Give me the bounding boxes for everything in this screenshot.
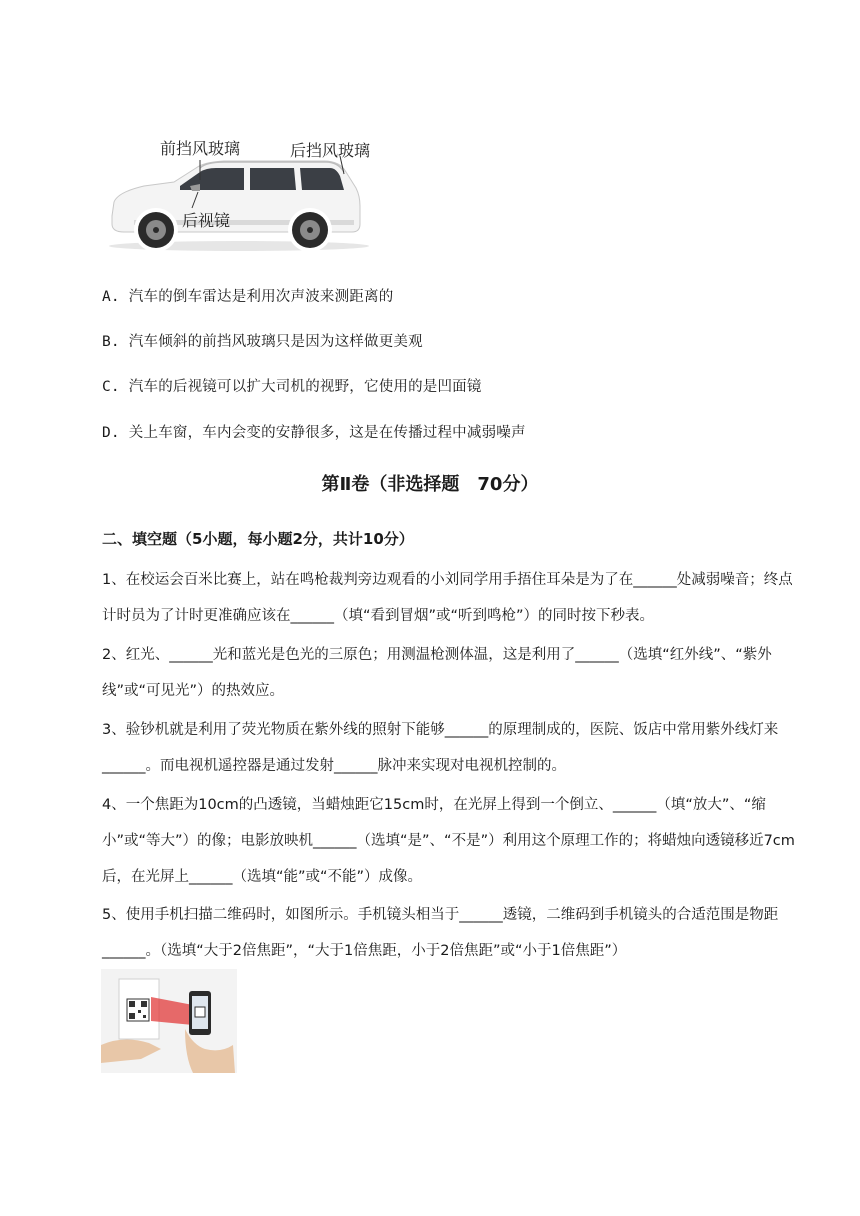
car-figure: [104, 128, 374, 253]
question-5: 5、使用手机扫描二维码时，如图所示。手机镜头相当于______透镜，二维码到手机镜头的合适范围是物距______。（选填“大于2倍焦距”，“大于1倍焦距，小于2倍焦距”或“小于1倍焦距”）: [102, 907, 779, 959]
part-title: 第Ⅱ卷（非选择题 70分）: [321, 474, 539, 495]
label-rear-windshield: 后挡风玻璃: [290, 141, 371, 160]
label-rearview-mirror: 后视镜: [182, 211, 231, 230]
section-title: 二、填空题（5小题，每小题2分，共计10分）: [102, 530, 414, 548]
option-d: D. 关上车窗，车内会变的安静很多，这是在传播过程中减弱噪声: [102, 425, 526, 441]
qr-scan-figure: [101, 969, 237, 1073]
question-3: 3、验钞机就是利用了荧光物质在紫外线的照射下能够______的原理制成的，医院、饭店中常用紫外线灯来______。而电视机遥控器是通过发射______脉冲来实现对电视机控制的。: [102, 722, 779, 774]
option-a: A. 汽车的倒车雷达是利用次声波来测距离的: [102, 289, 394, 305]
qr-scan-illustration: [101, 969, 237, 1073]
question-1: 1、在校运会百米比赛上，站在鸣枪裁判旁边观看的小刘同学用手捂住耳朵是为了在______处减弱噪音；终点计时员为了计时更准确应该在______（填“看到冒烟”或“听到鸣枪”）的同时按下秒表。: [102, 572, 793, 624]
question-4: 4、一个焦距为10cm的凸透镜，当蜡烛距它15cm时，在光屏上得到一个倒立、______（填“放大”、“缩小”或“等大”）的像；电影放映机______（选填“是”、“不是”）利用这个原理工作的；将蜡烛向透镜移近7cm后，在光屏上______（选填“能”或“不能”）成像。: [102, 797, 795, 885]
option-b: B. 汽车倾斜的前挡风玻璃只是因为这样做更美观: [102, 334, 423, 350]
question-2: 2、红光、______光和蓝光是色光的三原色；用测温枪测体温，这是利用了______（选填“红外线”、“紫外线”或“可见光”）的热效应。: [102, 647, 772, 699]
label-front-windshield: 前挡风玻璃: [160, 139, 241, 158]
option-c: C. 汽车的后视镜可以扩大司机的视野，它使用的是凹面镜: [102, 379, 482, 395]
